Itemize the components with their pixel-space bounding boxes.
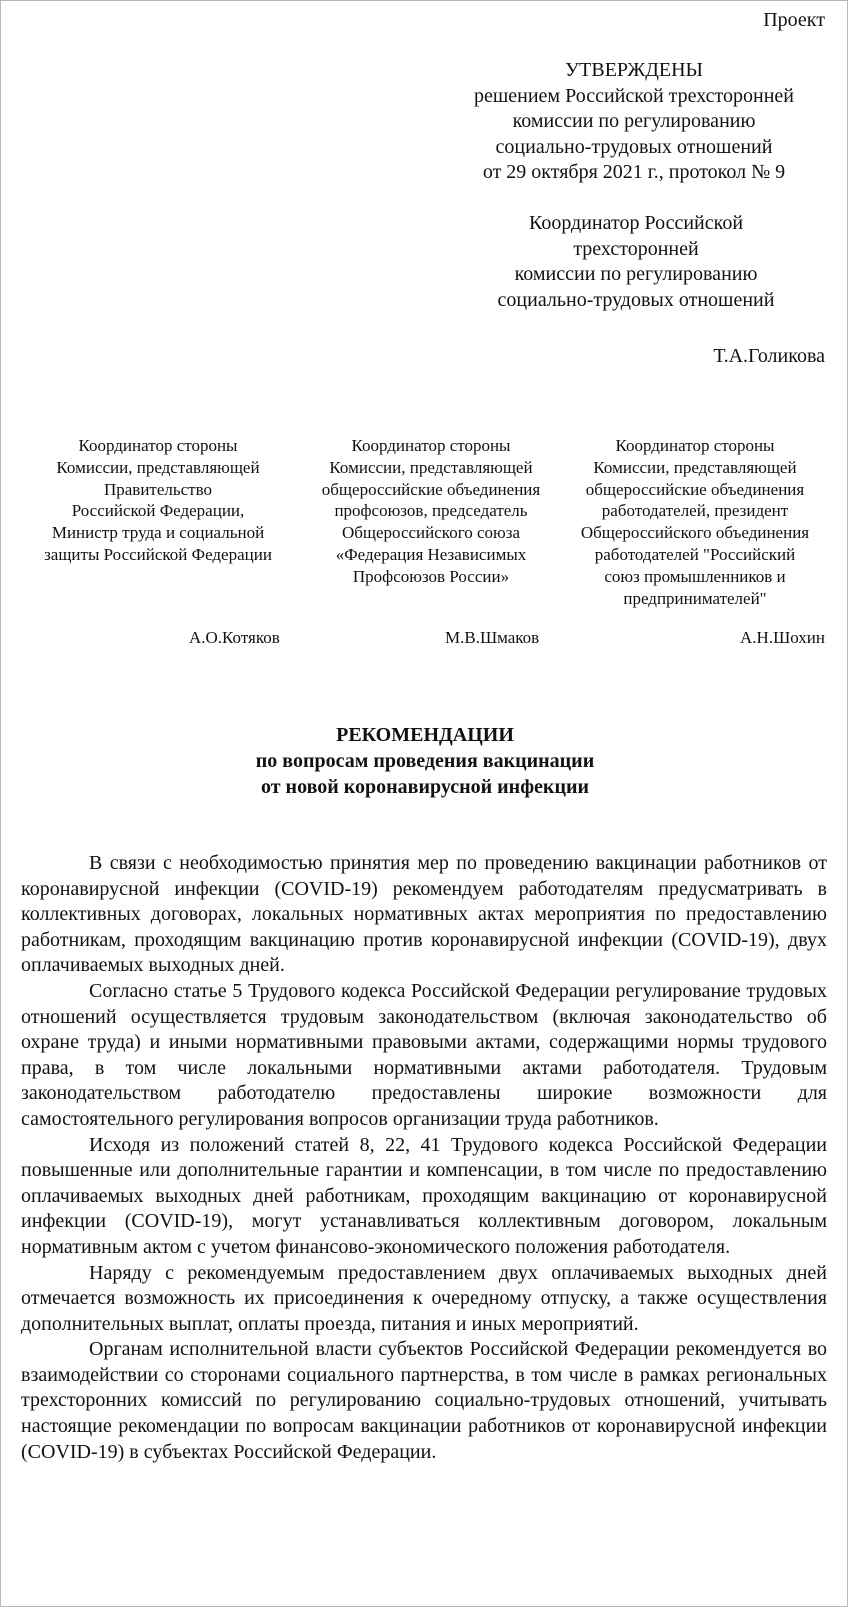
body-paragraph: Органам исполнительной власти субъектов Российской Федерации рекомендуется во взаимодействии со сторонами социального партнерства, в том числе в рамках региональных трехсторонних комиссий по регулированию социально-трудовых отношений, учитывать настоящие рекомендации по вопросам вакцинации работников от коронавирусной инфекции (COVID-19) в субъектах Российской Федерации. [21,1338,827,1463]
party-line: Общероссийского объединения [580,523,810,543]
party-trade-unions [297,435,565,588]
approval-line: комиссии по регулированию [512,110,756,132]
document-body [21,851,827,1465]
coordinator-line: трехсторонней [573,237,699,260]
coordinator-line: социально-трудовых отношений [497,288,775,311]
party-line: профсоюзов, председатель [334,501,528,521]
party-line: общероссийские объединения [585,479,805,499]
party-line: Комиссии, представляющей [329,457,533,477]
party-line: работодателей "Российский [594,544,796,564]
title-heading: РЕКОМЕНДАЦИИ [336,724,514,746]
party-line: Комиссии, представляющей [56,457,260,477]
party-line: общероссийские объединения [321,479,541,499]
party-line: Координатор стороны [351,436,511,455]
party-line: Общероссийского союза [341,523,521,543]
approval-block [441,58,827,186]
coordinator-signature: Т.А.Голикова [713,345,825,367]
body-paragraph: Согласно статье 5 Трудового кодекса Российской Федерации регулирование трудовых отношений осуществляется трудовым законодательством (включая законодательство об охране труда) и иными нормативными правовыми актами, содержащими нормы трудового права, в том числе локальными нормативными актами работодателя. Трудовым законодательством работодателю предоставлены широкие возможности для самостоятельного регулирования вопросов организации труда работников. [21,979,827,1130]
party-line: предпринимателей" [623,588,767,608]
party-employers [557,435,833,609]
party-line: защиты Российской Федерации [44,544,272,564]
coordinator-line: Координатор Российской [528,212,744,234]
body-paragraph: В связи с необходимостью принятия мер по проведению вакцинации работников от коронавирусной инфекции (COVID-19) рекомендуем работодателям предусматривать в коллективных договорах, локальных нормативных актах мероприятия по предоставлению работникам, проходящим вакцинацию против коронавирусной инфекции (COVID-19), двух оплачиваемых выходных дней. [21,852,827,977]
party-line: Комиссии, представляющей [593,457,797,477]
party-trade-unions-signature: М.В.Шмаков [445,628,540,647]
party-line: Координатор стороны [615,436,775,455]
title-subline: по вопросам проведения вакцинации [255,750,595,772]
party-line: «Федерация Независимых [335,544,527,564]
party-government [21,435,295,566]
party-line: Правительство [103,479,213,499]
party-line: Министр труда и социальной [51,523,265,543]
coordinator-block [471,211,801,313]
party-line: работодателей, президент [601,501,789,521]
approval-line: социально-трудовых отношений [495,135,773,158]
coordinator-line: комиссии по регулированию [514,263,758,285]
approval-line: от 29 октября 2021 г., протокол № 9 [482,161,786,183]
approval-line: УТВЕРЖДЕНЫ [564,59,704,81]
document-title [1,722,848,800]
party-government-signature: А.О.Котяков [189,628,280,647]
body-paragraph: Исходя из положений статей 8, 22, 41 Трудового кодекса Российской Федерации повышенные или дополнительные гарантии и компенсации, в том числе по предоставлению оплачиваемых выходных дней работникам, проходящим вакцинацию от коронавирусной инфекции (COVID-19), могут устанавливаться коллективным договором, локальным нормативным актом с учетом финансово-экономического положения работодателя. [21,1133,827,1258]
party-line: Координатор стороны [78,436,238,455]
title-subline: от новой коронавирусной инфекции [260,776,590,798]
body-paragraph: Наряду с рекомендуемым предоставлением двух оплачиваемых выходных дней отмечается возможность их присоединения к очередному отпуску, а также осуществления дополнительных выплат, оплаты проезда, питания и иных мероприятий. [21,1261,827,1335]
approval-line: решением Российской трехсторонней [473,84,795,107]
party-line: Профсоюзов России» [352,566,510,586]
draft-label: Проект [763,9,825,31]
party-line: союз промышленников и [604,566,786,586]
party-line: Российской Федерации, [71,501,245,521]
party-employers-signature: А.Н.Шохин [740,628,825,647]
